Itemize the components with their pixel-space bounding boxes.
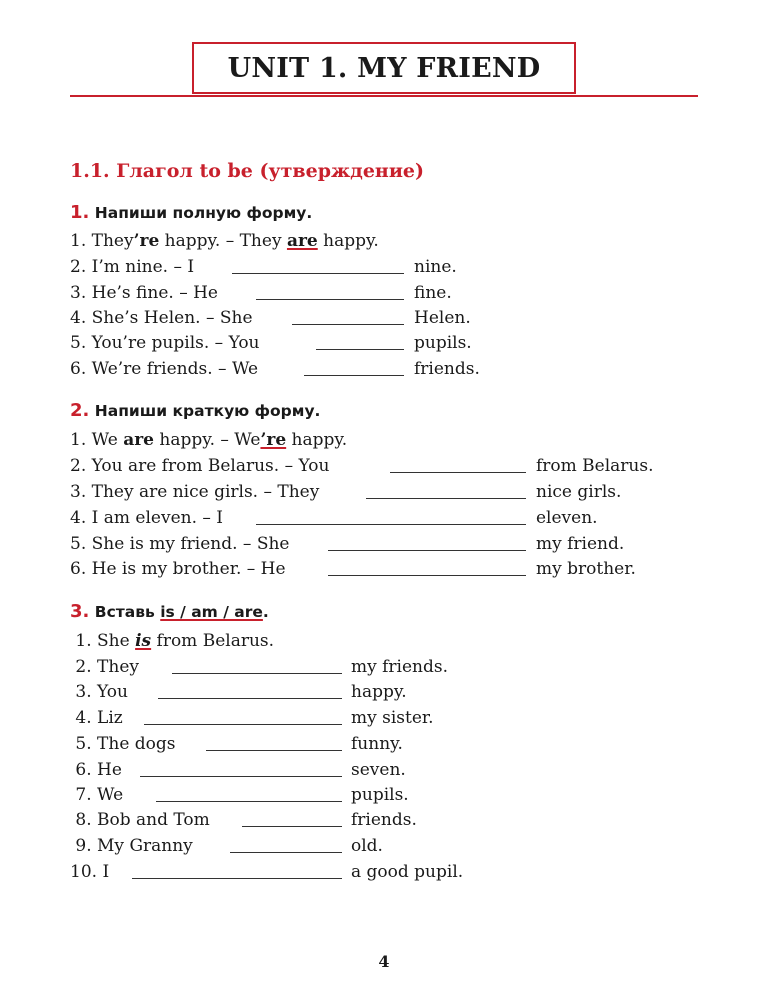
task1-item xyxy=(70,356,710,382)
answer-blank[interactable] xyxy=(304,375,404,376)
answer-blank[interactable] xyxy=(140,776,342,777)
task3-item-start: 10. I xyxy=(70,862,110,882)
task2-item-start: 6. He is my brother. – He xyxy=(70,559,286,579)
task3-example-part: from Belarus. xyxy=(151,631,275,651)
task2-example-part: happy. – We xyxy=(153,430,261,450)
task3-example xyxy=(70,628,274,654)
task2-item xyxy=(70,453,710,479)
answer-blank[interactable] xyxy=(156,801,342,802)
task3-item-start: 7. We xyxy=(70,785,124,805)
task2-heading xyxy=(70,400,320,421)
task2-example-answer: ’re xyxy=(260,430,287,450)
answer-blank[interactable] xyxy=(158,698,342,699)
task1-item-end: Helen. xyxy=(414,308,471,328)
task1-item-start: 6. We’re friends. – We xyxy=(70,359,259,379)
task3-title-end: . xyxy=(262,603,269,621)
task1-number: 1. xyxy=(70,202,90,223)
task2-example-part: happy. xyxy=(286,430,348,450)
task1-item-start: 4. She’s Helen. – She xyxy=(70,308,253,328)
unit-title-rule xyxy=(70,95,698,97)
task3-item-start: 6. He xyxy=(70,760,122,780)
task3-item xyxy=(70,705,710,731)
section-title: 1.1. Глагол to be (утверждение) xyxy=(70,160,425,182)
task3-item xyxy=(70,679,710,705)
answer-blank[interactable] xyxy=(172,673,342,674)
task2-item-start: 5. She is my friend. – She xyxy=(70,534,290,554)
task2-item-start: 3. They are nice girls. – They xyxy=(70,482,320,502)
task3-example-part: 1. She xyxy=(70,631,136,651)
task2-example-bold: are xyxy=(123,430,154,450)
answer-blank[interactable] xyxy=(206,750,342,751)
answer-blank[interactable] xyxy=(132,878,342,879)
task3-item-start: 3. You xyxy=(70,682,128,702)
task1-item-end: pupils. xyxy=(414,333,472,353)
task1-example xyxy=(70,228,379,254)
task3-item-end: seven. xyxy=(351,760,406,780)
task2-item xyxy=(70,479,710,505)
task1-item-end: fine. xyxy=(414,283,452,303)
task2-item-start: 4. I am eleven. – I xyxy=(70,508,223,528)
unit-title: UNIT 1. MY FRIEND xyxy=(227,52,541,84)
task1-item-start: 2. I’m nine. – I xyxy=(70,257,195,277)
task2-item-end: nice girls. xyxy=(536,482,622,502)
task1-item-end: friends. xyxy=(414,359,480,379)
answer-blank[interactable] xyxy=(328,550,526,551)
task3-item xyxy=(70,757,710,783)
task3-item-start: 9. My Granny xyxy=(70,836,193,856)
task3-title-words: is / am / are xyxy=(160,603,263,621)
task3-item xyxy=(70,782,710,808)
answer-blank[interactable] xyxy=(232,273,404,274)
task2-item-start: 2. You are from Belarus. – You xyxy=(70,456,330,476)
task1-item-end: nine. xyxy=(414,257,457,277)
task3-item-start: 4. Liz xyxy=(70,708,123,728)
task3-heading xyxy=(70,601,269,622)
task3-item-end: friends. xyxy=(351,810,417,830)
task2-item xyxy=(70,556,710,582)
page-number: 4 xyxy=(378,952,390,971)
task1-example-part: happy. – They xyxy=(159,231,287,251)
task1-item xyxy=(70,254,710,280)
task1-example-answer: are xyxy=(286,231,318,251)
task1-item-start: 3. He’s fine. – He xyxy=(70,283,218,303)
task3-item-end: pupils. xyxy=(351,785,409,805)
task1-item xyxy=(70,280,710,306)
task3-item xyxy=(70,731,710,757)
task3-number: 3. xyxy=(70,601,90,622)
task2-item-end: eleven. xyxy=(536,508,598,528)
task3-item xyxy=(70,859,710,885)
task2-item-end: my brother. xyxy=(536,559,636,579)
task3-item-start: 2. They xyxy=(70,657,139,677)
task2-item xyxy=(70,505,710,531)
answer-blank[interactable] xyxy=(292,324,404,325)
task3-item xyxy=(70,807,710,833)
answer-blank[interactable] xyxy=(390,472,526,473)
task3-item-end: my friends. xyxy=(351,657,449,677)
task3-item xyxy=(70,654,710,680)
task1-item xyxy=(70,330,710,356)
task3-example-answer: is xyxy=(135,631,152,651)
task2-title: Напиши краткую форму. xyxy=(94,402,321,420)
task3-item-start: 8. Bob and Tom xyxy=(70,810,210,830)
answer-blank[interactable] xyxy=(144,724,342,725)
task3-item xyxy=(70,833,710,859)
task3-title: Вставь xyxy=(94,603,161,621)
answer-blank[interactable] xyxy=(256,524,526,525)
answer-blank[interactable] xyxy=(316,349,404,350)
task3-item-end: old. xyxy=(351,836,383,856)
task1-example-part: happy. xyxy=(317,231,379,251)
task3-item-end: a good pupil. xyxy=(351,862,464,882)
answer-blank[interactable] xyxy=(366,498,526,499)
task1-title: Напиши полную форму. xyxy=(94,204,313,222)
task1-example-part: 1. They xyxy=(70,231,134,251)
task1-example-bold: ’re xyxy=(133,231,160,251)
task2-number: 2. xyxy=(70,400,90,421)
task3-item-end: my sister. xyxy=(351,708,434,728)
task1-item xyxy=(70,305,710,331)
task2-item xyxy=(70,531,710,557)
answer-blank[interactable] xyxy=(328,575,526,576)
task3-item-end: happy. xyxy=(351,682,407,702)
task2-item-end: from Belarus. xyxy=(536,456,654,476)
task3-item-end: funny. xyxy=(351,734,403,754)
answer-blank[interactable] xyxy=(230,852,342,853)
task2-example-part: 1. We xyxy=(70,430,124,450)
task1-item-start: 5. You’re pupils. – You xyxy=(70,333,260,353)
task3-item-start: 5. The dogs xyxy=(70,734,176,754)
task2-example xyxy=(70,427,347,453)
answer-blank[interactable] xyxy=(242,826,342,827)
task2-item-end: my friend. xyxy=(536,534,625,554)
unit-title-box xyxy=(192,42,576,94)
answer-blank[interactable] xyxy=(256,299,404,300)
task1-heading xyxy=(70,202,312,223)
